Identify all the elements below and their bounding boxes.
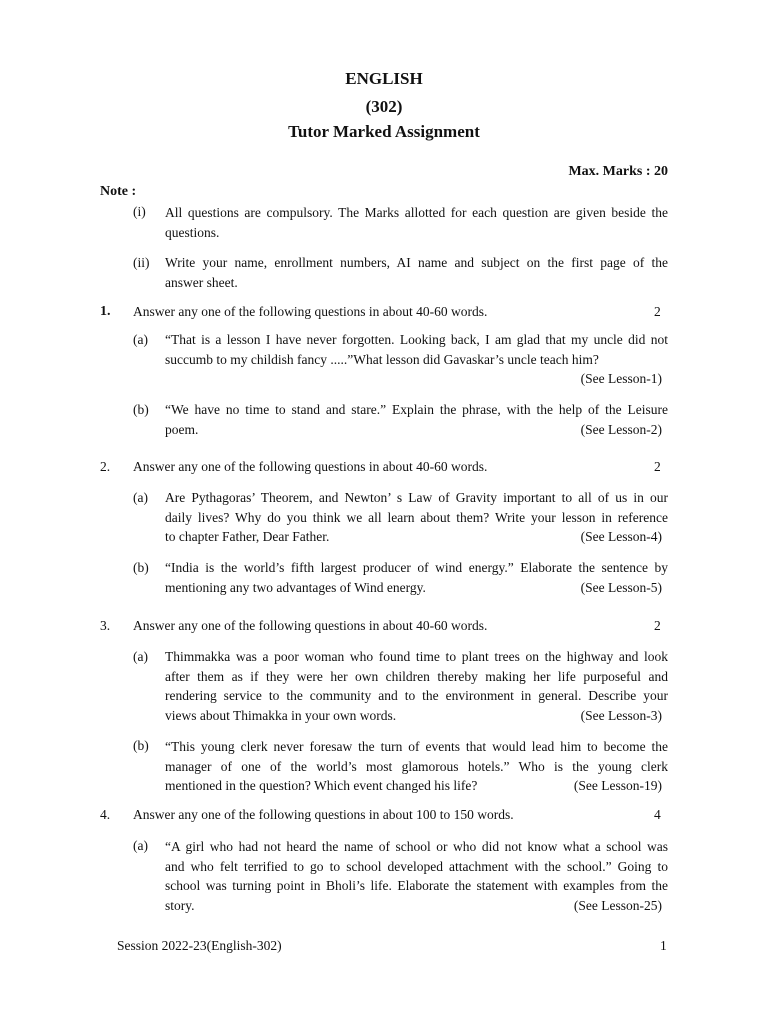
part-text (165, 488, 668, 547)
text-line: rendering service to the community and to the environment in general. Describe your (165, 688, 668, 703)
text-line: “We have no time to stand and stare.” Explain the phrase, with the help of the Leisure (165, 402, 668, 417)
question-text: Answer any one of the following questions in about 40-60 words. (133, 304, 488, 319)
question-marks: 2 (654, 459, 661, 474)
lesson-reference: (See Lesson-19) (573, 778, 662, 793)
lesson-reference: (See Lesson-25) (573, 897, 662, 913)
part-text (165, 837, 668, 915)
part-text (165, 400, 668, 439)
text-line: questions. (165, 224, 220, 240)
text-line: “This young clerk never foresaw the turn of events that would lead him to become the (165, 739, 668, 754)
text-line: manager of one of the world’s most glamorous hotels.” Who is the young clerk (165, 758, 668, 774)
text-line: “That is a lesson I have never forgotten. Looking back, I am glad that my uncle did not (165, 332, 668, 347)
part-number: (a) (133, 838, 148, 853)
text-line: Thimmakka was a poor woman who found time to plant trees on the highway and look (165, 649, 668, 664)
note-label: Note : (100, 184, 137, 199)
question-marks: 2 (654, 304, 661, 319)
note-item-text (165, 253, 668, 292)
question-text: Answer any one of the following questions in about 40-60 words. (133, 618, 488, 633)
part-number: (a) (133, 649, 148, 664)
text-line: views about Thimakka in your own words. (165, 707, 397, 723)
question-number: 2. (100, 459, 111, 474)
part-number: (b) (133, 738, 149, 753)
text-line: daily lives? Why do you think we all learn about them? Write your lesson in reference (165, 509, 668, 525)
text-line: school was turning point in Bholi’s life. Elaborate the statement with examples from the (165, 878, 668, 893)
note-item-text (165, 203, 668, 242)
session-footer: Session 2022-23(English-302) (117, 938, 282, 953)
text-line: answer sheet. (165, 274, 238, 290)
lesson-reference: (See Lesson-4) (580, 529, 662, 544)
text-line: Are Pythagoras’ Theorem, and Newton’ s Law of Gravity important to all of us in our (165, 490, 668, 505)
text-line: succumb to my childish fancy .....”What lesson did Gavaskar’s uncle teach him? (165, 351, 599, 367)
lesson-reference: (See Lesson-5) (580, 579, 662, 595)
question-marks: 4 (654, 807, 661, 822)
text-line: All questions are compulsory. The Marks allotted for each question are given beside the (165, 205, 668, 220)
lesson-reference: (See Lesson-1) (580, 371, 662, 386)
text-line: mentioned in the question? Which event changed his life? (165, 778, 478, 793)
part-number: (b) (133, 560, 149, 575)
question-text: Answer any one of the following questions in about 40-60 words. (133, 459, 488, 474)
lesson-reference: (See Lesson-2) (580, 421, 662, 437)
question-text: Answer any one of the following questions in about 100 to 150 words. (133, 807, 514, 822)
note-item-number: (ii) (133, 255, 150, 270)
part-number: (a) (133, 332, 148, 347)
text-line: after them as if they were her own children thereby making her life purposeful and (165, 668, 668, 684)
part-text (165, 330, 668, 389)
page-title: Tutor Marked Assignment (288, 122, 480, 141)
text-line: “A girl who had not heard the name of school or who did not know what a school was (165, 839, 668, 854)
part-text (165, 737, 668, 796)
question-marks: 2 (654, 618, 661, 633)
part-number: (a) (133, 490, 148, 505)
lesson-reference: (See Lesson-3) (580, 707, 662, 723)
max-marks: Max. Marks : 20 (568, 164, 668, 179)
question-number: 3. (100, 618, 111, 633)
text-line: to chapter Father, Dear Father. (165, 529, 330, 544)
note-item-number: (i) (133, 204, 146, 219)
question-number: 1. (100, 304, 111, 319)
page-number: 1 (660, 938, 667, 953)
text-line: Write your name, enrollment numbers, AI name and subject on the first page of the (165, 255, 668, 270)
text-line: and who felt terrified to go to school developed attachment with the school.” Going to (165, 858, 668, 874)
question-number: 4. (100, 807, 111, 822)
text-line: story. (165, 897, 195, 913)
text-line: “India is the world’s fifth largest producer of wind energy.” Elaborate the sentence by (165, 560, 668, 575)
subject-heading: ENGLISH (345, 69, 423, 88)
text-line: poem. (165, 421, 199, 437)
part-text (165, 558, 668, 597)
part-number: (b) (133, 402, 149, 417)
subject-code: (302) (365, 97, 403, 116)
text-line: mentioning any two advantages of Wind energy. (165, 579, 426, 595)
part-text (165, 647, 668, 725)
